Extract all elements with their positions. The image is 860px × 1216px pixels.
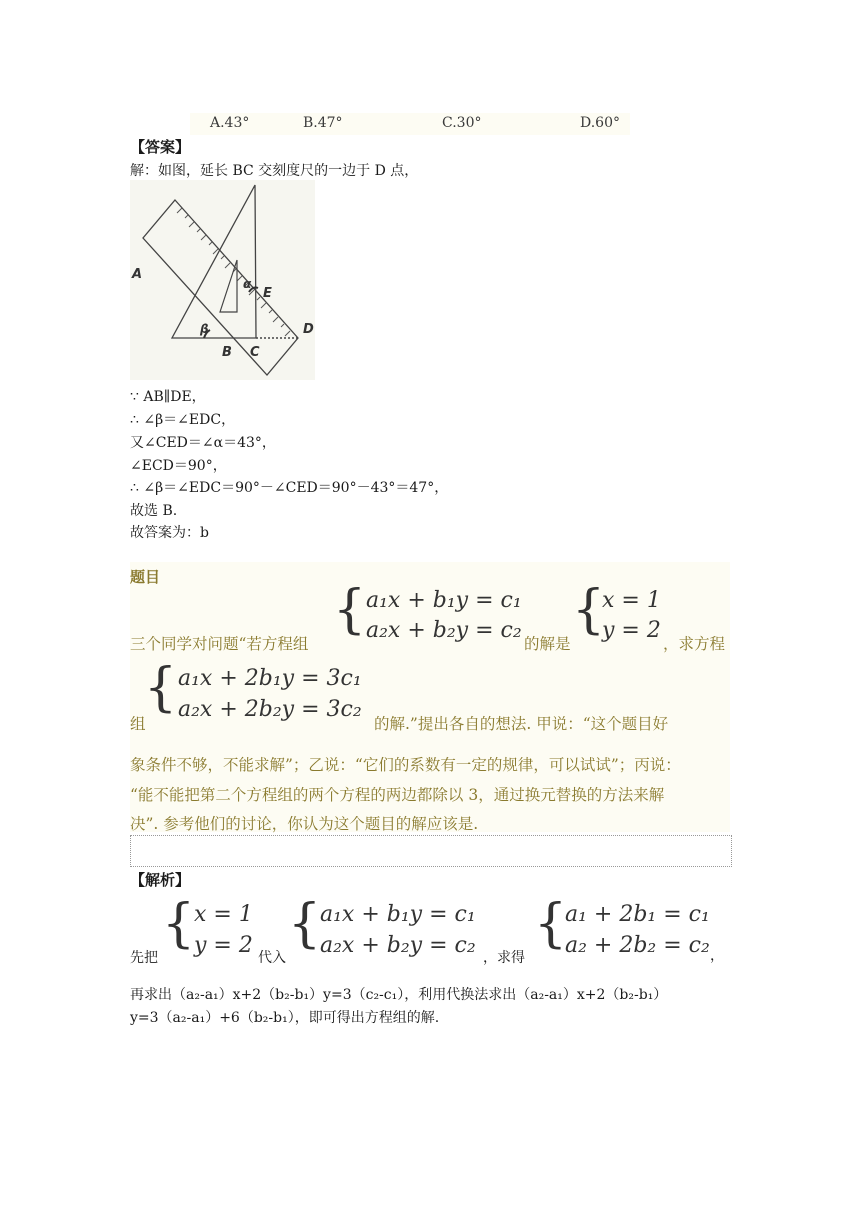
brace-sys2: { xyxy=(144,658,178,718)
analysis-result-eq2: a₂ + 2b₂ = c₂ xyxy=(565,933,710,958)
proof-line-6: 故选 B. xyxy=(130,503,178,519)
answer-choices xyxy=(190,113,630,135)
label-c: C xyxy=(250,345,260,360)
sys1-eq2: a₂x + b₂y = c₂ xyxy=(366,618,522,643)
analysis-prefix: 先把 xyxy=(130,950,158,966)
proof-line-1: ∵ AB∥DE， xyxy=(130,389,206,405)
analysis-mid: 代入 xyxy=(258,950,286,966)
question-line3: 象条件不够，不能求解”；乙说：“它们的系数有一定的规律，可以试试”；丙说： xyxy=(130,756,681,774)
question-line1-suffix: ，求方程 xyxy=(663,635,726,653)
question-heading: 题目 xyxy=(130,568,161,586)
proof-line-4: ∠ECD＝90°， xyxy=(130,458,227,474)
brace-sys1: { xyxy=(333,580,367,640)
label-b: B xyxy=(222,345,232,360)
label-alpha: α xyxy=(243,277,252,291)
label-d: D xyxy=(303,322,314,337)
analysis-mid2: ，求得 xyxy=(483,950,525,966)
answer-blank-box[interactable] xyxy=(130,835,732,867)
analysis-result-eq1: a₁ + 2b₁ = c₁ xyxy=(565,902,710,927)
question-line1-prefix: 三个同学对问题“若方程组 xyxy=(130,635,309,653)
proof-line-2: ∴ ∠β＝∠EDC， xyxy=(130,412,236,428)
answer-heading: 【答案】 xyxy=(130,138,191,156)
analysis-line3: y=3（a₂-a₁）+6（b₂-b₁），即可得出方程组的解. xyxy=(130,1010,440,1026)
sys2-eq1: a₁x + 2b₁y = 3c₁ xyxy=(178,666,362,691)
choice-b: B.47° xyxy=(303,115,343,131)
brace-analysis-sys: { xyxy=(288,894,322,954)
question-line2-prefix: 组 xyxy=(130,715,146,733)
proof-line-7: 故答案为：b xyxy=(130,525,209,541)
brace-sol1: { xyxy=(572,580,606,640)
label-a: A xyxy=(132,267,143,282)
brace-analysis-result: { xyxy=(534,894,568,954)
analysis-sol-x: x = 1 xyxy=(194,902,253,927)
proof-line-3: 又∠CED＝∠α＝43°， xyxy=(130,435,276,451)
solution-intro: 解：如图，延长 BC 交刻度尺的一边于 D 点， xyxy=(130,163,419,179)
sys2-eq2: a₂x + 2b₂y = 3c₂ xyxy=(178,697,362,722)
choice-c: C.30° xyxy=(442,115,482,131)
analysis-sys-eq1: a₁x + b₁y = c₁ xyxy=(320,902,476,927)
question-line4: “能不能把第二个方程组的两个方程的两边都除以 3，通过换元替换的方法来解 xyxy=(130,786,665,804)
analysis-comma: ， xyxy=(710,948,724,964)
sys1-eq1: a₁x + b₁y = c₁ xyxy=(366,588,522,613)
label-beta: β xyxy=(200,322,209,336)
question-line1-mid: 的解是 xyxy=(524,635,571,653)
question-line5: 决”. 参考他们的讨论，你认为这个题目的解应该是. xyxy=(130,815,479,833)
geometry-figure xyxy=(130,180,315,380)
label-e: E xyxy=(263,286,272,301)
sol1-x: x = 1 xyxy=(602,588,661,613)
proof-line-5: ∴ ∠β＝∠EDC＝90°－∠CED＝90°－43°＝47°， xyxy=(130,480,449,496)
analysis-heading: 【解析】 xyxy=(130,871,191,889)
analysis-line2: 再求出（a₂-a₁）x+2（b₂-b₁）y=3（c₂-c₁），利用代换法求出（a₂-a₁）x+2（b₂-b₁） xyxy=(130,987,668,1003)
choice-a: A.43° xyxy=(210,115,250,131)
choice-d: D.60° xyxy=(580,115,620,131)
question-line2-suffix: 的解.”提出各自的想法. 甲说：“这个题目好 xyxy=(374,715,669,733)
sol1-y: y = 2 xyxy=(602,618,661,643)
brace-analysis-sol: { xyxy=(162,894,196,954)
analysis-sol-y: y = 2 xyxy=(194,933,253,958)
analysis-sys-eq2: a₂x + b₂y = c₂ xyxy=(320,933,476,958)
